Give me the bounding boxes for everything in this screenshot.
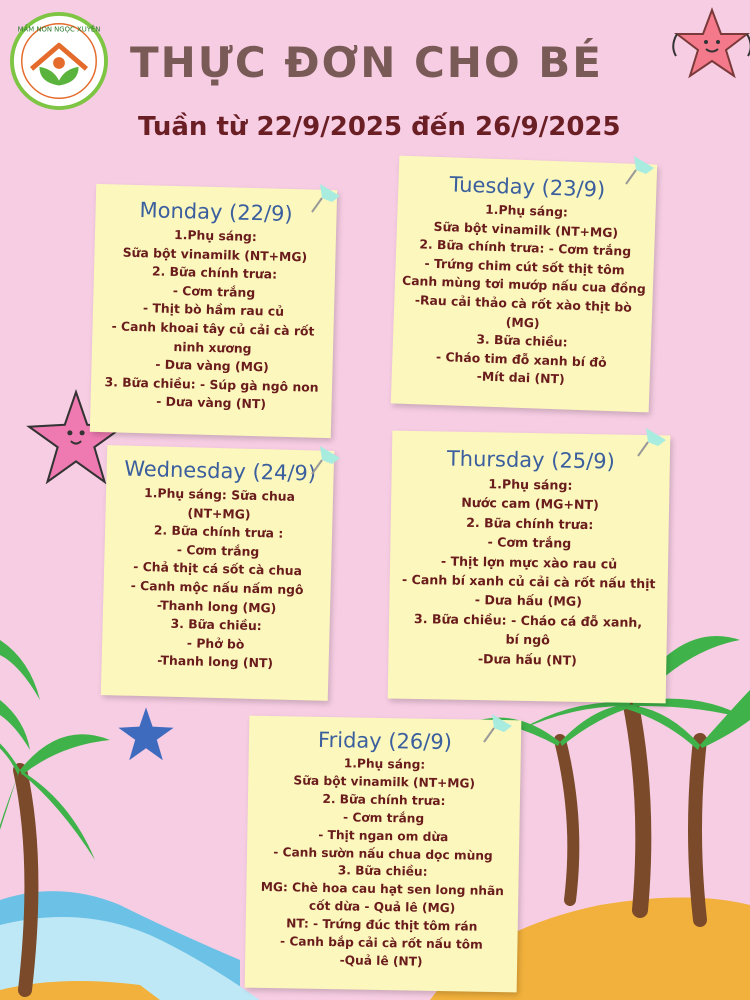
menu-line: - Trứng chim cút sốt thịt tôm: [424, 255, 625, 278]
menu-line: - Thịt ngan om dừa: [318, 827, 449, 844]
day-title-monday: Monday (22/9): [139, 198, 293, 227]
note-wednesday: [101, 445, 334, 701]
note-thursday: [388, 431, 671, 704]
menu-line: 1.Phụ sáng:: [484, 201, 569, 220]
note-friday: [245, 716, 522, 993]
week-subtitle: Tuần từ 22/9/2025 đến 26/9/2025: [138, 112, 621, 142]
menu-line: 2. Bữa chính trưa:: [466, 514, 594, 532]
menu-line: ninh xương: [173, 338, 252, 356]
menu-line: 2. Bữa chính trưa: - Cơm trắng: [419, 236, 632, 259]
menu-line: - Canh mộc nấu nấm ngô: [130, 577, 304, 598]
menu-line: - Canh sườn nấu chua dọc mùng: [273, 844, 493, 863]
menu-line: -Rau cải thảo cà rốt xào thịt bò: [414, 292, 633, 315]
menu-line: 3. Bữa chiều:: [170, 615, 262, 634]
menu-line: -Thanh long (NT): [157, 652, 274, 671]
menu-line: - Canh bắp cải cà rốt nấu tôm: [279, 934, 483, 952]
menu-list-monday: [90, 224, 336, 416]
menu-line: - Chả thịt cá sốt cà chua: [133, 559, 303, 579]
menu-line: 2. Bữa chính trưa :: [153, 522, 284, 541]
menu-line: 1.Phụ sáng: Sữa chua: [143, 485, 296, 504]
note-monday: [90, 184, 337, 438]
menu-line: - Thịt bò hầm rau củ: [142, 300, 285, 320]
menu-line: -Dưa hấu (NT): [477, 650, 578, 668]
menu-line: MG: Chè hoa cau hạt sen long nhãn: [260, 880, 505, 899]
menu-list-tuesday: [391, 198, 655, 393]
menu-line: Sữa bột vinamilk (NT+MG): [122, 244, 308, 265]
day-title-tuesday: Tuesday (23/9): [449, 172, 606, 202]
menu-line: NT: - Trứng đúc thịt tôm rán: [286, 916, 478, 934]
menu-line: (NT+MG): [187, 504, 251, 522]
note-tuesday: [391, 156, 657, 413]
menu-line: 3. Bữa chiều:: [337, 863, 428, 880]
smiling-star-icon: [672, 6, 750, 86]
menu-line: - Cơm trắng: [176, 541, 260, 559]
pushpin-icon: [620, 150, 660, 190]
day-title-thursday: Thursday (25/9): [446, 446, 616, 474]
menu-line: 1.Phụ sáng:: [343, 756, 426, 772]
menu-line: Canh mùng tơi mướp nấu cua đồng: [401, 273, 647, 297]
pushpin-icon: [478, 708, 518, 748]
menu-list-friday: [245, 754, 521, 974]
menu-line: Sữa bột vinamilk (NT+MG): [433, 218, 619, 240]
menu-line: - Cơm trắng: [172, 282, 256, 300]
pushpin-icon: [632, 422, 672, 462]
blue-starfish-icon: [116, 705, 176, 765]
menu-line: - Dưa hấu (MG): [474, 592, 583, 610]
menu-line: -Mít dai (NT): [476, 368, 565, 387]
menu-line: (MG): [505, 313, 540, 331]
menu-line: 2. Bữa chính trưa:: [322, 791, 446, 808]
menu-line: - Dưa vàng (NT): [155, 393, 267, 412]
page-title: THỰC ĐƠN CHO BÉ: [130, 38, 603, 87]
menu-line: - Phở bò: [186, 634, 245, 652]
menu-line: - Cháo tim đỗ xanh bí đỏ: [435, 348, 607, 370]
menu-line: -Thanh long (MG): [156, 596, 277, 616]
menu-line: - Thịt lợn mực xào rau củ: [440, 553, 618, 572]
menu-list-thursday: [388, 473, 669, 672]
menu-line: - Canh khoai tây củ cải cà rốt: [111, 318, 315, 339]
pushpin-icon: [306, 178, 346, 218]
menu-line: - Dưa vàng (MG): [155, 356, 269, 375]
menu-line: 3. Bữa chiều: - Cháo cá đỗ xanh,: [413, 610, 643, 630]
menu-line: Nước cam (MG+NT): [461, 495, 599, 513]
menu-line: 1.Phụ sáng:: [488, 476, 573, 493]
menu-line: - Cơm trắng: [487, 534, 572, 551]
menu-line: bí ngô: [505, 631, 551, 648]
svg-text:MẦM NON NGỌC XUYÊN: MẦM NON NGỌC XUYÊN: [17, 25, 101, 34]
menu-line: cốt dừa - Quả lê (MG): [308, 898, 456, 916]
menu-list-wednesday: [101, 483, 333, 675]
menu-line: - Cơm trắng: [343, 810, 425, 826]
menu-line: - Canh bí xanh củ cải cà rốt nấu thịt: [401, 571, 656, 592]
menu-line: -Quả lê (NT): [339, 953, 423, 969]
day-title-wednesday: Wednesday (24/9): [123, 456, 317, 486]
day-title-friday: Friday (26/9): [317, 727, 453, 755]
menu-line: 3. Bữa chiều:: [476, 331, 568, 350]
menu-line: 1.Phụ sáng:: [173, 226, 258, 245]
menu-line: 2. Bữa chính trưa:: [151, 263, 278, 282]
menu-line: Sữa bột vinamilk (NT+MG): [293, 773, 476, 791]
menu-line: 3. Bữa chiều: - Súp gà ngô non: [104, 373, 319, 395]
pushpin-icon: [306, 440, 346, 480]
school-logo: [10, 12, 108, 110]
